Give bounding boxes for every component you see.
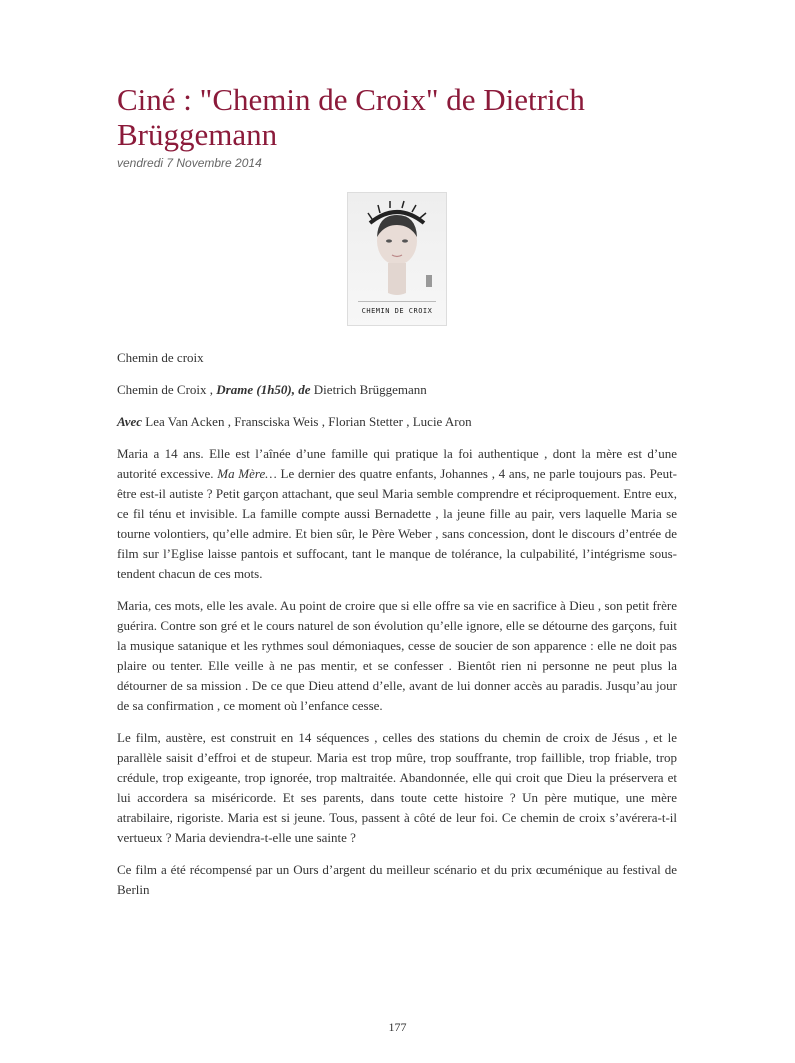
article-title: Ciné : "Chemin de Croix" de Dietrich Brüggemann — [117, 82, 585, 152]
credits-line — [117, 380, 677, 400]
credits-genre: Drame (1h50), de — [216, 382, 311, 397]
paragraph-2: Maria, ces mots, elle les avale. Au point de croire que si elle offre sa vie en sacrifice à Dieu , son petit frère guérira. Contre son gré et le cours naturel de son évolution qu’elle ignore, elle se détourne des garçons, fuit la musique satanique et les rythmes soul démoniaques, cesse de soucier de son apparence : elle ne doit pas plaire ou tenter. Elle veille à ne pas mentir, et se confesser . Bientôt rien ni personne ne peut plus la détourner de sa mission . De ce que Dieu attend d’elle, avant de lui donner accès au paradis. Jusqu’au jour de sa confirmation , ce moment où l’enfance cesse. — [117, 598, 677, 713]
article — [117, 82, 677, 900]
credits-director: Dietrich Brüggemann — [310, 382, 427, 397]
paragraph-4: Ce film a été récompensé par un Ours d’argent du meilleur scénario et du prix œcuménique au festival de Berlin — [117, 862, 677, 897]
poster-container — [117, 192, 677, 326]
cast-line — [117, 412, 677, 432]
cast-label: Avec — [117, 414, 143, 429]
article-date: vendredi 7 Novembre 2014 — [117, 156, 262, 170]
cast-names: Lea Van Acken , Fransciska Weis , Florian Stetter , Lucie Aron — [142, 414, 472, 429]
movie-poster-image — [347, 192, 447, 326]
page-number: 177 — [388, 1020, 407, 1034]
paragraph-3: Le film, austère, est construit en 14 séquences , celles des stations du chemin de croix de Jésus , et le parallèle saisit d’effroi et de stupeur. Maria est trop mûre, trop souffrante, trop faillible, trop friable, trop crédule, trop exigeante, trop ignorée, trop maltraitée. Abandonnée, elle qui croit que Dieu la préservera et lui accordera sa miséricorde. Et ses parents, dans toute cette histoire ? Un père mutique, une mère atrabilaire, rigoriste. Maria est si jeune. Tous, passent à côté de leur foi. Ce chemin de croix s’avérera-t-il vertueux ? Maria deviendra-t-elle une sainte ? — [117, 730, 677, 845]
paragraph-1-italic: Ma Mère… — [217, 466, 277, 481]
paragraph-1-text-b: Le dernier des quatre enfants, Johannes , 4 ans, ne parle toujours pas. Peut-être est-il autiste ? Petit garçon attachant, que seul Maria semble comprendre et réciproquement. Entre eux, ce fil ténu et invisible. La famille compte aussi Bernadette , la jeune fille au pair, vers laquelle Maria se tourne volontiers, qu’elle admire. Et bien sûr, le Père Weber , sans concession, dont le discours d’entrée de film sur l’Eglise laisse pantois et suffocant, tant le manque de tolérance, la culpabilité, l’intégrisme sous-tendent chacun de ces mots. — [117, 466, 678, 581]
credits-film: Chemin de Croix , — [117, 382, 217, 397]
poster-portrait-graphic — [348, 193, 446, 325]
paragraph-1 — [117, 444, 677, 584]
heading-line: Chemin de croix — [117, 350, 204, 365]
poster-caption: CHEMIN DE CROIX — [361, 307, 433, 315]
paragraph-1-text-a: Maria a 14 ans. Elle est l’aînée d’une famille qui pratique la foi authentique , dont la mère est d’une autorité excessive. — [117, 446, 677, 481]
